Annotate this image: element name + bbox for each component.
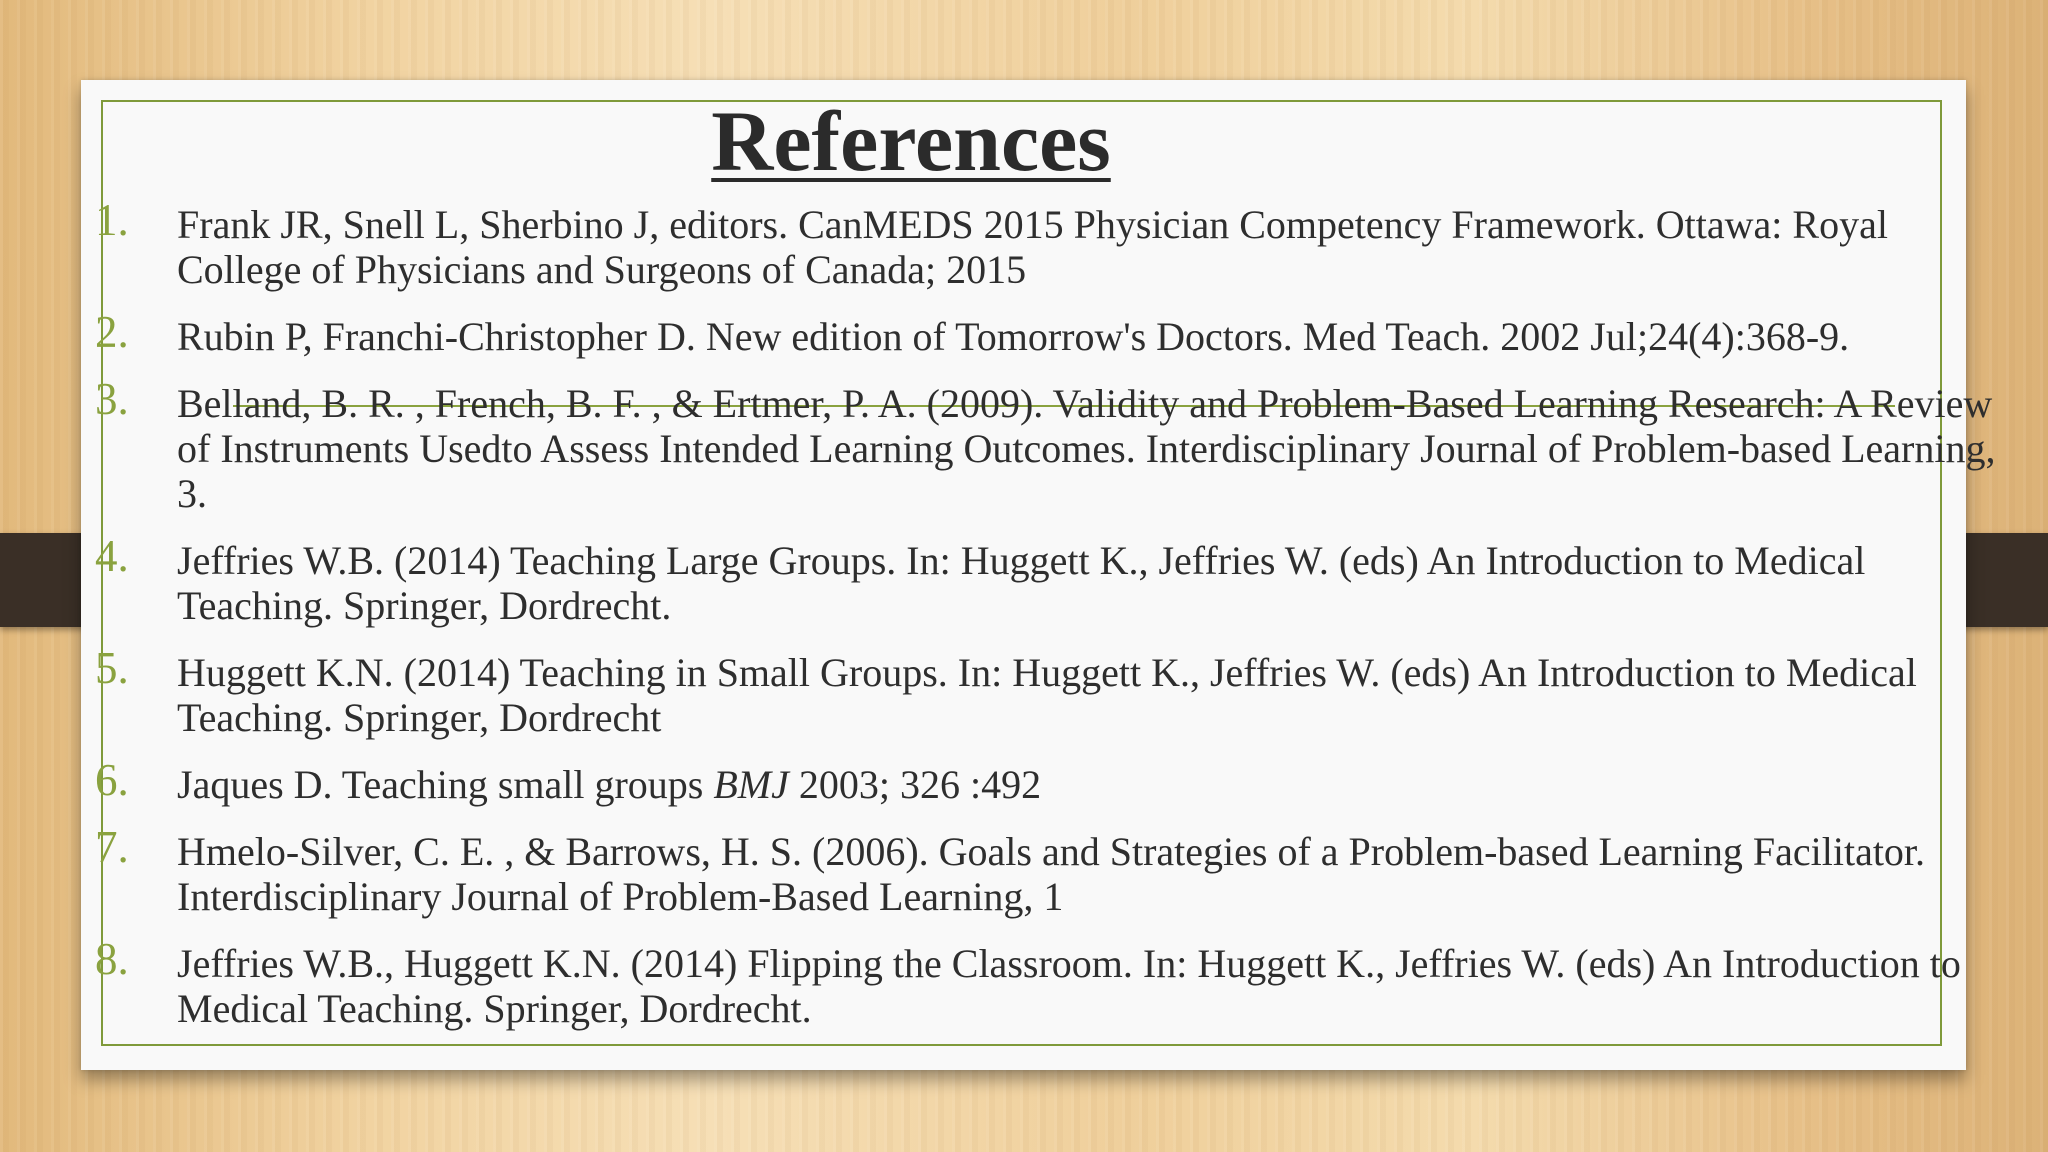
slide-card xyxy=(81,80,1996,1070)
reference-text: Rubin P, Franchi-Christopher D. New edition of Tomorrow's Doctors. Med Teach. 2002 Jul;24(4):368-9. xyxy=(177,314,1850,359)
reference-text: Frank JR, Snell L, Sherbino J, editors. CanMEDS 2015 Physician Competency Framework. Ottawa: Royal College of Physicians and Surgeons of Canada; 2015 xyxy=(177,202,1888,292)
reference-item-7 xyxy=(81,822,2001,919)
reference-number: 7. xyxy=(95,822,129,872)
page-title: References xyxy=(711,93,1111,189)
journal-title: BMJ xyxy=(713,762,789,807)
reference-item-4 xyxy=(81,531,2001,628)
reference-text: Jeffries W.B. (2014) Teaching Large Groups. In: Huggett K., Jeffries W. (eds) An Introduction to Medical Teaching. Springer, Dordrecht. xyxy=(177,538,1866,628)
reference-number: 5. xyxy=(95,643,129,693)
reference-text-after: 2003; 326 :492 xyxy=(788,762,1042,807)
reference-number: 2. xyxy=(95,307,129,357)
reference-text: Jeffries W.B., Huggett K.N. (2014) Flipping the Classroom. In: Huggett K., Jeffries W. (eds) An Introduction to Medical Teaching. Springer, Dordrecht. xyxy=(177,941,1961,1031)
reference-text-before: Jaques D. Teaching small groups xyxy=(177,762,714,807)
reference-item-2 xyxy=(81,307,2001,359)
reference-text: Belland, B. R. , French, B. F. , & Ertmer, P. A. (2009). Validity and Problem-Based Learning Research: A Review of Instruments Usedto Assess Intended Learning Outcomes. Interdisciplinary Journal of Problem-based Learning, 3. xyxy=(177,381,1996,516)
reference-number: 6. xyxy=(95,755,129,805)
reference-item-6 xyxy=(81,755,2001,807)
reference-number: 4. xyxy=(95,531,129,581)
reference-item-5 xyxy=(81,643,2001,740)
reference-text: Huggett K.N. (2014) Teaching in Small Groups. In: Huggett K., Jeffries W. (eds) An Introduction to Medical Teaching. Springer, Dordrecht xyxy=(177,650,1917,740)
reference-item-3 xyxy=(81,374,2001,516)
reference-number: 8. xyxy=(95,934,129,984)
references-list xyxy=(81,195,2001,1053)
reference-text: Hmelo-Silver, C. E. , & Barrows, H. S. (2006). Goals and Strategies of a Problem-based Learning Facilitator. Interdisciplinary Journal of Problem-Based Learning, 1 xyxy=(177,829,1926,919)
reference-item-1 xyxy=(81,195,2001,292)
reference-item-8 xyxy=(81,934,2001,1031)
reference-number: 3. xyxy=(95,374,129,424)
reference-number: 1. xyxy=(95,195,129,245)
